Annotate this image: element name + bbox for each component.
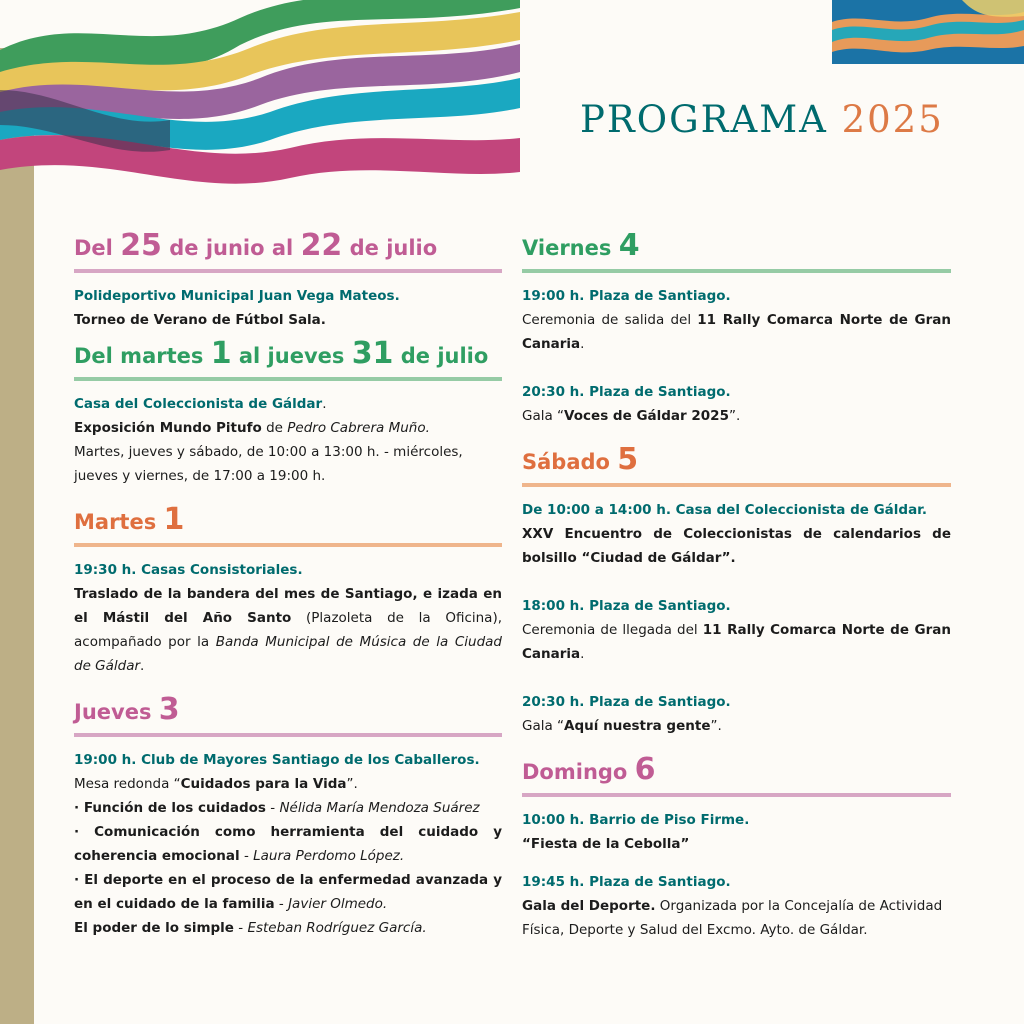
section-rule	[74, 269, 502, 273]
event-text: “Fiesta de la Cebolla”	[522, 836, 690, 852]
event-text: Ceremonia de llegada del 11 Rally Comarca Norte de Gran Canaria.	[522, 622, 951, 662]
event-location: 20:30 h. Plaza de Santiago.	[522, 694, 731, 710]
title-year: 2025	[841, 98, 944, 141]
section-rule	[74, 733, 502, 737]
event-location: 19:30 h. Casas Consistoriales.	[74, 562, 303, 578]
list-item: El poder de lo simple - Esteban Rodríguez García.	[74, 920, 427, 936]
event-text: Exposición Mundo Pitufo de Pedro Cabrera Muño.	[74, 420, 430, 436]
event-text: Gala del Deporte. Organizada por la Concejalía de Actividad Física, Deporte y Salud del Excmo. Ayto. de Gáldar.	[522, 898, 943, 938]
event-location: De 10:00 a 14:00 h. Casa del Coleccionista de Gáldar.	[522, 502, 928, 518]
decorative-waves	[0, 0, 520, 230]
list-item: · Comunicación como herramienta del cuidado y coherencia emocional - Laura Perdomo López.	[74, 824, 502, 864]
section-heading: Del martes 1 al jueves 31 de julio	[74, 336, 489, 371]
event-schedule: Martes, jueves y sábado, de 10:00 a 13:00 h. - miércoles, jueves y viernes, de 17:00 a 19:00 h.	[74, 444, 463, 484]
section-heading: Martes 1	[74, 502, 185, 537]
section-rule	[74, 543, 502, 547]
list-item: · El deporte en el proceso de la enfermedad avanzada y en el cuidado de la familia - Javier Olmedo.	[74, 872, 502, 912]
event-text: Gala “Voces de Gáldar 2025”.	[522, 408, 741, 424]
section-rule	[522, 269, 951, 273]
event-text: XXV Encuentro de Coleccionistas de calendarios de bolsillo “Ciudad de Gáldar”.	[522, 526, 951, 566]
event-text: Gala “Aquí nuestra gente”.	[522, 718, 722, 734]
decorative-waves-corner	[832, 0, 1024, 64]
event-location: 10:00 h. Barrio de Piso Firme.	[522, 812, 750, 828]
left-column	[74, 228, 502, 940]
page-title: PROGRAMA 2025	[580, 98, 944, 141]
event-location: 20:30 h. Plaza de Santiago.	[522, 384, 731, 400]
right-column	[522, 228, 951, 942]
section-heading: Domingo 6	[522, 752, 656, 787]
section-heading: Del 25 de junio al 22 de julio	[74, 228, 438, 263]
event-location: Casa del Coleccionista de Gáldar.	[74, 396, 327, 412]
event-location: 19:00 h. Club de Mayores Santiago de los Caballeros.	[74, 752, 480, 768]
section-heading: Sábado 5	[522, 442, 639, 477]
event-location: 18:00 h. Plaza de Santiago.	[522, 598, 731, 614]
section-rule	[522, 483, 951, 487]
event-text: Mesa redonda “Cuidados para la Vida”.	[74, 776, 358, 792]
event-location: Polideportivo Municipal Juan Vega Mateos.	[74, 288, 400, 304]
list-item: · Función de los cuidados - Nélida María Mendoza Suárez	[74, 800, 480, 816]
section-heading: Jueves 3	[74, 692, 180, 727]
section-heading: Viernes 4	[522, 228, 640, 263]
event-text: Traslado de la bandera del mes de Santiago, e izada en el Mástil del Año Santo (Plazoleta de la Oficina), acompañado por la Banda Municipal de Música de la Ciudad de Gáldar.	[74, 586, 503, 674]
event-text: Torneo de Verano de Fútbol Sala.	[74, 312, 326, 328]
section-rule	[522, 793, 951, 797]
section-rule	[74, 377, 502, 381]
event-location: 19:00 h. Plaza de Santiago.	[522, 288, 731, 304]
event-location: 19:45 h. Plaza de Santiago.	[522, 874, 731, 890]
event-text: Ceremonia de salida del 11 Rally Comarca Norte de Gran Canaria.	[522, 312, 951, 352]
